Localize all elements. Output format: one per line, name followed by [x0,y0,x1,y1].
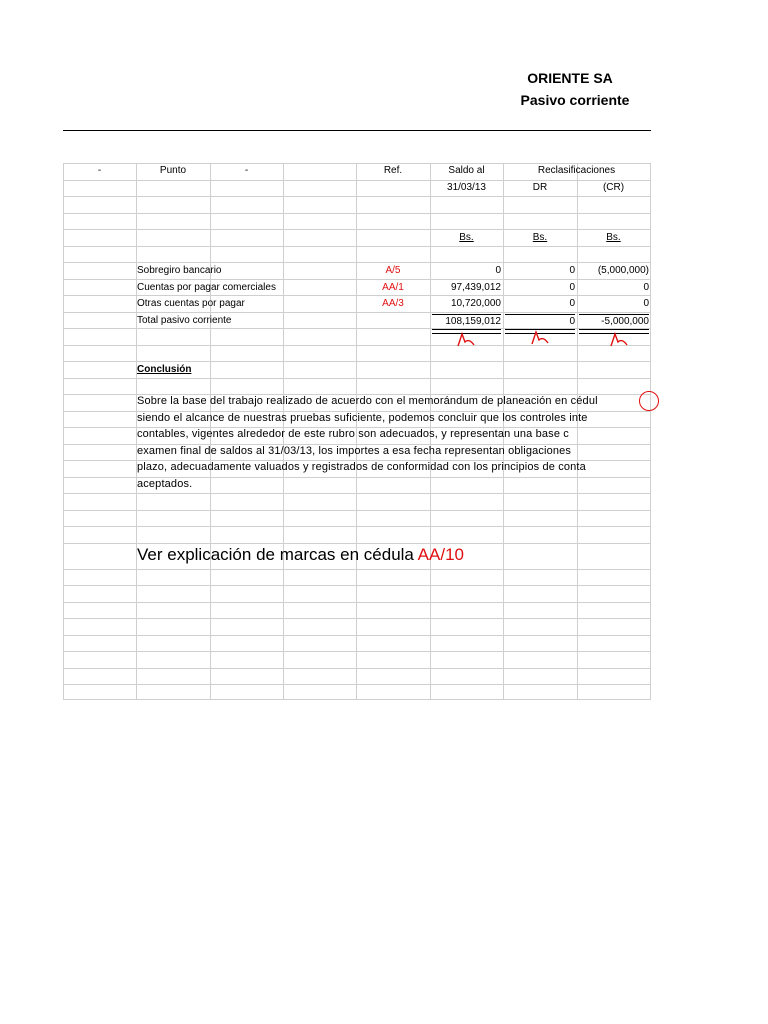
header-ref: Ref. [383,165,403,176]
row-label: Cuentas por pagar comerciales [137,281,276,293]
row-saldo: 10,720,000 [450,298,501,309]
total-cr: -5,000,000 [579,314,649,329]
conclusion-line: siendo el alcance de nuestras pruebas suficiente, podemos concluir que los controles inte [137,411,588,424]
total-saldo: 108,159,012 [432,314,501,329]
conclusion-line: examen final de saldos al 31/03/13, los importes a esa fecha representan obligaciones [137,444,572,457]
row-ref: AA/1 [382,281,404,293]
row-ref: A/5 [385,265,401,276]
header-dr: DR [532,182,548,193]
conclusion-clip [63,163,651,699]
red-circle-mark-icon [639,391,659,411]
row-dr: 0 [569,265,575,276]
conclusion-heading: Conclusión [137,364,192,375]
row-label: Otras cuentas por pagar [137,298,245,309]
worksheet-grid [63,163,651,699]
header-dash-1: - [97,165,102,176]
row-saldo: 0 [495,265,501,276]
header-reclasificaciones: Reclasificaciones [537,165,616,176]
currency-cr: Bs. [606,232,621,243]
header-date: 31/03/13 [447,182,486,193]
header-cr: (CR) [602,182,625,193]
header-divider [63,130,651,131]
row-ref: AA/3 [382,298,404,309]
currency-saldo: Bs. [459,232,474,243]
company-name: ORIENTE SA [527,70,613,86]
header-punto: Punto [159,165,187,176]
row-saldo: 97,439,012 [450,281,501,293]
conclusion-line: aceptados. [137,477,193,490]
note-text: Ver explicación de marcas en cédula [137,545,418,564]
currency-dr: Bs. [532,232,548,243]
row-cr: 0 [643,298,649,309]
total-dr: 0 [505,314,575,329]
note-reference: AA/10 [417,545,464,564]
header-saldo-al: Saldo al [448,165,485,176]
row-cr: 0 [643,281,649,293]
row-dr: 0 [569,298,575,309]
row-cr: (5,000,000) [597,265,649,276]
row-label: Sobregiro bancario [137,265,222,276]
conclusion-paragraph [137,393,651,492]
marks-explanation-note [137,545,464,565]
row-dr: 0 [569,281,575,293]
grid-line [63,699,651,700]
report-subtitle: Pasivo corriente [520,92,630,108]
header-dash-2: - [244,165,249,176]
conclusion-line: plazo, adecuadamente valuados y registrados de conformidad con los principios de conta [137,461,586,473]
total-label: Total pasivo corriente [137,314,232,326]
conclusion-line: contables, vigentes alrededor de este rubro son adecuados, y representan una base c [137,428,569,440]
conclusion-line: Sobre la base del trabajo realizado de acuerdo con el memorándum de planeación en cédul [137,395,598,407]
